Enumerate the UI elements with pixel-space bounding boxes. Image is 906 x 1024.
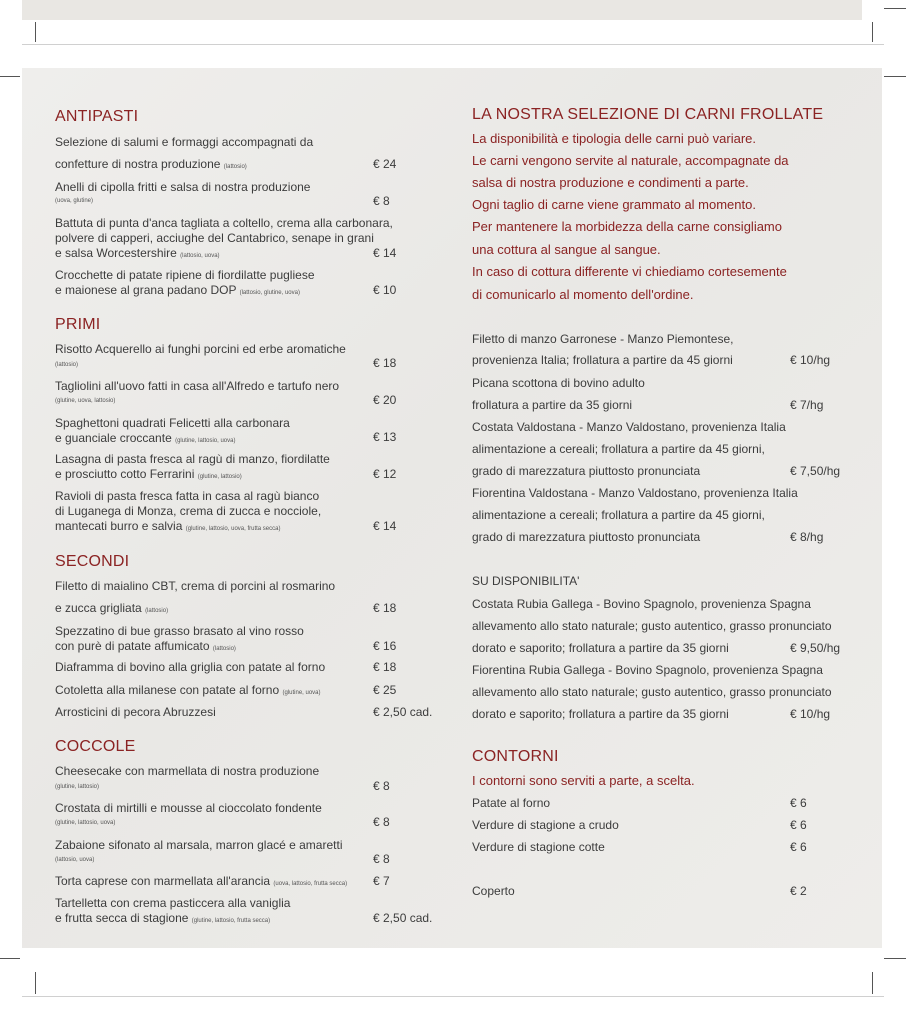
- menu-item-line: Selezione di salumi e formaggi accompagnati da: [55, 135, 314, 149]
- allergens: (glutine, lattosio): [197, 474, 242, 480]
- allergens: (glutine, lattosio, uova, frutta secca): [185, 526, 281, 532]
- allergens: (lattosio, glutine, uova): [239, 290, 300, 296]
- item-price: € 2,50 cad.: [373, 705, 433, 719]
- meat-item-line: Fiorentina Rubia Gallega - Bovino Spagnolo, provenienza Spagna: [472, 663, 823, 677]
- menu-item-line: Tagliolini all'uovo fatti in casa all'Alfredo e tartufo nero: [55, 379, 340, 393]
- carni-note: Le carni vengono servite al naturale, accompagnate da: [472, 153, 789, 168]
- item-price: € 2,50 cad.: [373, 911, 433, 925]
- menu-item-line: Zabaione sifonato al marsala, marron glacé e amaretti: [55, 838, 343, 852]
- section-title-antipasti: ANTIPASTI: [55, 108, 139, 125]
- allergens: (uova, lattosio, frutta secca): [273, 881, 348, 887]
- section-title-primi: PRIMI: [55, 316, 101, 333]
- divider: [22, 996, 884, 997]
- carni-note: Ogni taglio di carne viene grammato al momento.: [472, 197, 756, 212]
- allergens: (lattosio, uova): [180, 253, 220, 259]
- item-price: € 20: [373, 393, 397, 407]
- side-item: Patate al forno: [472, 796, 551, 810]
- allergens: (lattosio): [223, 164, 247, 170]
- carni-note: Per mantenere la morbidezza della carne consigliamo: [472, 219, 782, 234]
- allergens: (glutine, uova): [282, 690, 321, 696]
- menu-item-line: e frutta secca di stagione (glutine, lattosio, frutta secca): [55, 911, 271, 925]
- meat-item-line: grado di marezzatura piuttosto pronunciata: [472, 530, 701, 544]
- subsection-title-su-disponibilita: SU DISPONIBILITA': [472, 574, 580, 588]
- menu-item-line: Cheesecake con marmellata di nostra produzione: [55, 764, 320, 778]
- item-price: € 13: [373, 430, 397, 444]
- meat-item-line: Costata Valdostana - Manzo Valdostano, provenienza Italia: [472, 420, 786, 434]
- crop-mark: [35, 972, 36, 994]
- side-price: € 6: [790, 818, 807, 832]
- meat-price: € 8/hg: [790, 530, 824, 544]
- menu-item-line: Torta caprese con marmellata all'arancia (uova, lattosio, frutta secca): [55, 874, 348, 888]
- meat-price: € 7,50/hg: [790, 464, 841, 478]
- meat-item-line: grado di marezzatura piuttosto pronunciata: [472, 464, 701, 478]
- meat-item-line: alimentazione a cereali; frollatura a partire da 45 giorni,: [472, 508, 765, 522]
- menu-item-line: polvere di capperi, acciughe del Cantabrico, senape in grani: [55, 231, 374, 245]
- menu-item-line: Arrosticini di pecora Abruzzesi: [55, 705, 216, 719]
- allergens: (lattosio): [55, 362, 79, 368]
- item-price: € 8: [373, 779, 390, 793]
- meat-item-line: Filetto di manzo Garronese - Manzo Piemontese,: [472, 332, 734, 346]
- meat-item-line: allevamento allo stato naturale; gusto autentico, grasso pronunciato: [472, 685, 832, 699]
- allergens: (glutine, lattosio): [55, 784, 100, 790]
- meat-item-line: alimentazione a cereali; frollatura a partire da 45 giorni,: [472, 442, 765, 456]
- item-price: € 8: [373, 815, 390, 829]
- menu-item-line: di Luganega di Monza, crema di zucca e nocciole,: [55, 504, 322, 518]
- contorni-note: I contorni sono serviti a parte, a scelta.: [472, 773, 695, 788]
- side-price: € 6: [790, 796, 807, 810]
- crop-mark: [872, 22, 873, 42]
- allergens: (lattosio): [145, 608, 169, 614]
- side-price: € 6: [790, 840, 807, 854]
- meat-price: € 10/hg: [790, 707, 831, 721]
- meat-price: € 10/hg: [790, 353, 831, 367]
- allergens: (uova, glutine): [55, 198, 94, 204]
- carni-note: salsa di nostra produzione e condimenti a parte.: [472, 175, 749, 190]
- carni-note: di comunicarlo al momento dell'ordine.: [472, 287, 694, 302]
- item-price: € 18: [373, 601, 397, 615]
- item-price: € 8: [373, 852, 390, 866]
- menu-item-line: Anelli di cipolla fritti e salsa di nostra produzione: [55, 180, 311, 194]
- menu-item-line: Lasagna di pasta fresca al ragù di manzo, fiordilatte: [55, 452, 330, 466]
- crop-mark: [0, 958, 20, 959]
- meat-item-line: Costata Rubia Gallega - Bovino Spagnolo, provenienza Spagna: [472, 597, 811, 611]
- crop-mark: [0, 76, 20, 77]
- meat-price: € 9,50/hg: [790, 641, 841, 655]
- carni-note: In caso di cottura differente vi chiediamo cortesemente: [472, 264, 787, 279]
- allergens: (glutine, lattosio, frutta secca): [191, 918, 271, 924]
- menu-item-line: Spezzatino di bue grasso brasato al vino rosso: [55, 624, 304, 638]
- menu-item-line: e zucca grigliata (lattosio): [55, 601, 169, 615]
- menu-item-line: e prosciutto cotto Ferrarini (glutine, lattosio): [55, 467, 242, 481]
- allergens: (lattosio): [212, 646, 236, 652]
- side-item: Verdure di stagione a crudo: [472, 818, 619, 832]
- crop-mark: [872, 972, 873, 994]
- menu-item-line: Cotoletta alla milanese con patate al forno (glutine, uova): [55, 683, 321, 697]
- meat-item-line: frollatura a partire da 35 giorni: [472, 398, 633, 412]
- item-price: € 8: [373, 194, 390, 208]
- crop-mark: [884, 958, 906, 959]
- divider: [22, 44, 884, 45]
- item-price: € 16: [373, 639, 397, 653]
- menu-item-line: e maionese al grana padano DOP (lattosio, glutine, uova): [55, 283, 300, 297]
- allergens: (lattosio, uova): [55, 857, 95, 863]
- crop-mark: [884, 8, 906, 9]
- coperto-label: Coperto: [472, 884, 515, 898]
- meat-item-line: provenienza Italia; frollatura a partire da 45 giorni: [472, 353, 733, 367]
- meat-item-line: dorato e saporito; frollatura a partire da 35 giorni: [472, 707, 729, 721]
- carni-note: La disponibilità e tipologia delle carni può variare.: [472, 131, 757, 146]
- crop-mark: [35, 22, 36, 42]
- crop-mark: [884, 76, 906, 77]
- section-title-contorni: CONTORNI: [472, 748, 559, 765]
- item-price: € 24: [373, 157, 397, 171]
- menu-item-line: Battuta di punta d'anca tagliata a coltello, crema alla carbonara,: [55, 216, 393, 230]
- item-price: € 14: [373, 246, 397, 260]
- menu-item-line: Risotto Acquerello ai funghi porcini ed erbe aromatiche: [55, 342, 346, 356]
- allergens: (glutine, lattosio, uova): [55, 820, 116, 826]
- item-price: € 12: [373, 467, 397, 481]
- menu-item-line: Diaframma di bovino alla griglia con patate al forno: [55, 660, 326, 674]
- menu-item-line: e guanciale croccante (glutine, lattosio, uova): [55, 431, 236, 445]
- item-price: € 10: [373, 283, 397, 297]
- item-price: € 14: [373, 519, 397, 533]
- menu-item-line: Filetto di maialino CBT, crema di porcini al rosmarino: [55, 579, 336, 593]
- item-price: € 7: [373, 874, 390, 888]
- meat-item-line: Picana scottona di bovino adulto: [472, 376, 645, 390]
- meat-price: € 7/hg: [790, 398, 824, 412]
- item-price: € 18: [373, 660, 397, 674]
- item-price: € 18: [373, 356, 397, 370]
- coperto-price: € 2: [790, 884, 807, 898]
- section-title-carni: LA NOSTRA SELEZIONE DI CARNI FROLLATE: [472, 106, 824, 123]
- menu-item-line: Ravioli di pasta fresca fatta in casa al ragù bianco: [55, 489, 320, 503]
- meat-item-line: Fiorentina Valdostana - Manzo Valdostano, provenienza Italia: [472, 486, 798, 500]
- allergens: (glutine, lattosio, uova): [175, 438, 236, 444]
- menu-item-line: Spaghettoni quadrati Felicetti alla carbonara: [55, 416, 290, 430]
- menu-item-line: mantecati burro e salvia (glutine, lattosio, uova, frutta secca): [55, 519, 281, 533]
- allergens: (glutine, uova, lattosio): [55, 398, 116, 404]
- meat-item-line: allevamento allo stato naturale; gusto autentico, grasso pronunciato: [472, 619, 832, 633]
- page-top-strip: [22, 0, 862, 20]
- menu-item-line: Tartelletta con crema pasticcera alla vaniglia: [55, 896, 291, 910]
- item-price: € 25: [373, 683, 397, 697]
- side-item: Verdure di stagione cotte: [472, 840, 605, 854]
- carni-note: una cottura al sangue al sangue.: [472, 242, 661, 257]
- section-title-secondi: SECONDI: [55, 553, 130, 570]
- menu-item-line: e salsa Worcestershire (lattosio, uova): [55, 246, 220, 260]
- menu-item-line: confetture di nostra produzione (lattosio): [55, 157, 247, 171]
- meat-item-line: dorato e saporito; frollatura a partire da 35 giorni: [472, 641, 729, 655]
- menu-item-line: con purè di patate affumicato (lattosio): [55, 639, 236, 653]
- section-title-coccole: COCCOLE: [55, 738, 136, 755]
- menu-item-line: Crocchette di patate ripiene di fiordilatte pugliese: [55, 268, 315, 282]
- menu-item-line: Crostata di mirtilli e mousse al cioccolato fondente: [55, 801, 322, 815]
